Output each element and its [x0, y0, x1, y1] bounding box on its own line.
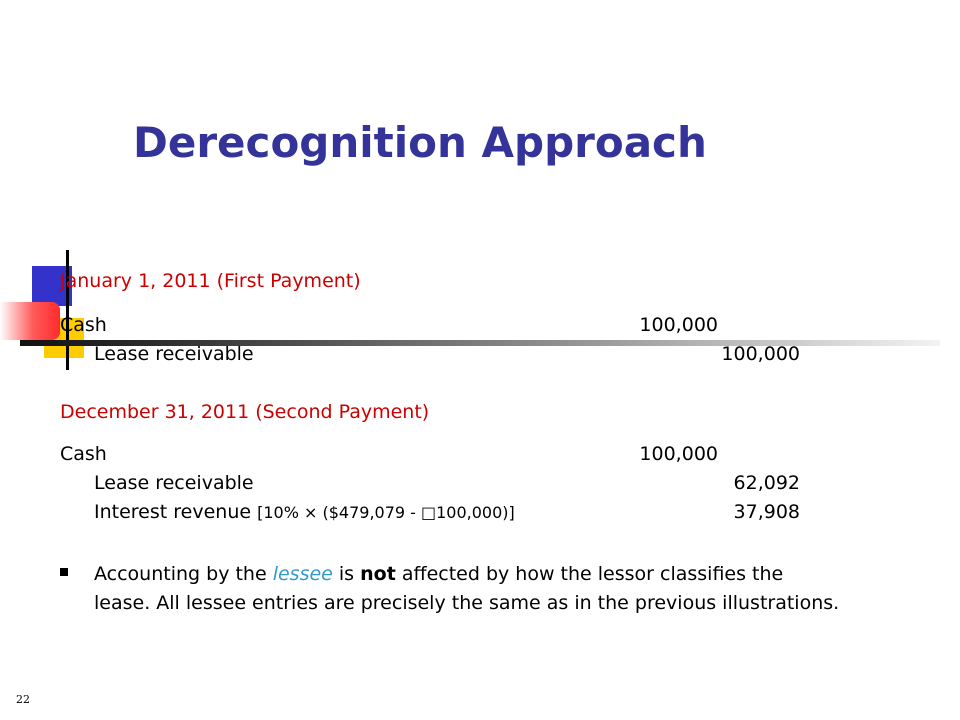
entry2-credit2-account: Interest revenue: [94, 501, 258, 523]
entry2-credit1-amount: 62,092: [733, 472, 800, 494]
entry2-credit2-amount: 37,908: [733, 501, 800, 523]
entry2-debit-amount: 100,000: [639, 443, 718, 465]
entry2-credit2-calc: [10% × ($479,079 - □100,000)]: [257, 503, 515, 522]
note-part1: Accounting by the: [94, 563, 273, 585]
note-lessee: lessee: [272, 563, 333, 585]
entry2-credit1-account: Lease receivable: [94, 472, 254, 494]
entry1-date: January 1, 2011 (First Payment): [60, 270, 361, 292]
entry1-credit-account: Lease receivable: [94, 343, 254, 365]
note-part3: affected by how the lessor classifies the: [395, 563, 784, 585]
note-line2: lease. All lessee entries are precisely the same as in the previous illustrations.: [94, 592, 840, 614]
slide-title: Derecognition Approach: [133, 118, 707, 167]
entry1-credit-amount: 100,000: [721, 343, 800, 365]
entry2-credit2-line: [94, 501, 515, 524]
entry1-debit-amount: 100,000: [639, 314, 718, 336]
entry2-debit-account: Cash: [60, 443, 107, 465]
bullet-square-icon: [60, 568, 68, 576]
entry1-debit-account: Cash: [60, 314, 107, 336]
note-not: not: [360, 563, 396, 585]
page-number: 22: [16, 693, 30, 706]
entry2-date: December 31, 2011 (Second Payment): [60, 401, 430, 423]
ornament-vertical-line: [66, 250, 69, 370]
note-line1: [94, 563, 783, 585]
ornament-red-square: [0, 302, 60, 340]
note-part2: is: [332, 563, 361, 585]
